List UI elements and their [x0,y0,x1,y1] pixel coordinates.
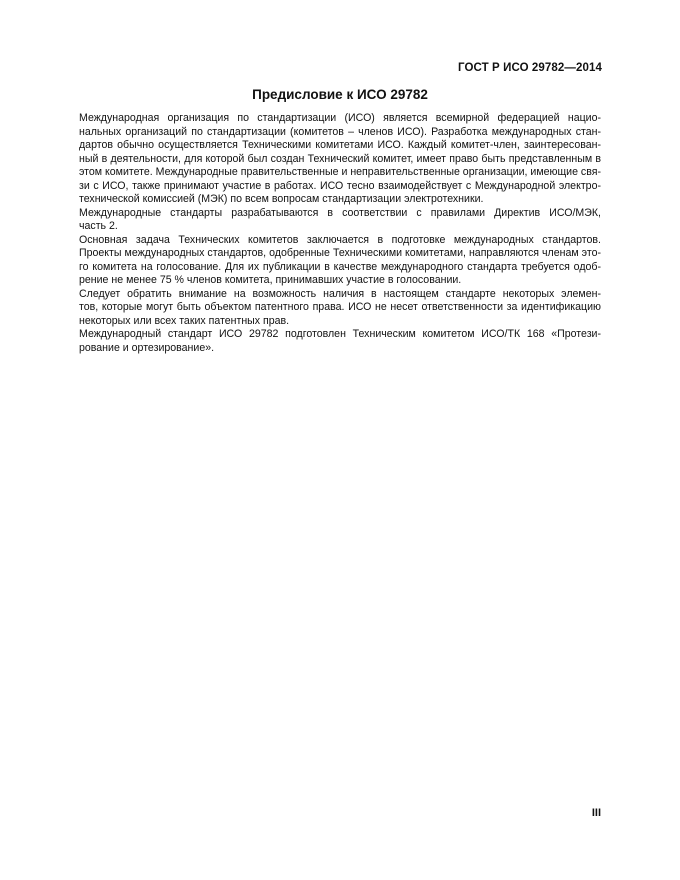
paragraph-directives [60,207,601,234]
text-line: некоторых или всех таких патентных прав. [79,314,290,327]
text-line: дартов обычно осуществляется Техническими комитетами ИСО. Каждый комитет-член, заинтересован- [79,139,601,151]
text-line: Основная задача Технических комитетов заключается в подготовке международных стандартов. [79,233,601,246]
page-number: III [591,807,601,819]
text-line: ный в деятельности, для которой был создан Технический комитет, имеет право быть представленным в [79,152,601,165]
text-line: Международная организация по стандартизации (ИСО) является всемирной федерацией нацио- [79,112,601,124]
text-line: тов, которые могут быть объектом патентного права. ИСО не несет ответственности за идентификацию [79,301,601,313]
text-line: зи с ИСО, также принимают участие в работах. ИСО тесно взаимодействует с Международной электро- [79,179,601,192]
page-title: Предисловие к ИСО 29782 [252,87,428,102]
text-line: го комитета на голосование. Для их публикации в качестве международного стандарта требуется одоб- [79,260,601,273]
text-line: технической комиссией (МЭК) по всем вопросам стандартизации электротехники. [79,193,484,205]
paragraph-prepared-by [60,328,601,355]
text-line: нальных организаций по стандартизации (комитетов – членов ИСО). Разработка международных стан- [79,125,601,138]
body-text [60,112,601,355]
text-line: часть 2. [79,220,118,232]
paragraph-main-task [60,234,601,288]
text-line: Проекты международных стандартов, одобренные Техническими комитетами, направляются членам это- [79,247,601,259]
text-line: Следует обратить внимание на возможность наличия в настоящем стандарте некоторых элемен- [79,287,601,300]
text-line: Международный стандарт ИСО 29782 подготовлен Техническим комитетом ИСО/ТК 168 «Протези- [79,328,601,340]
text-line: рование и ортезирование». [79,341,215,354]
paragraph-patent-rights [60,288,601,329]
text-line: Международные стандарты разрабатываются в соответствии с правилами Директив ИСО/МЭК, [79,206,601,219]
paragraph-iso-organization [60,112,601,207]
document-code: ГОСТ Р ИСО 29782—2014 [457,62,602,74]
text-line: этом комитете. Международные правительственные и неправительственные организации, имеющие свя- [79,166,601,178]
text-line: рение не менее 75 % членов комитета, принимавших участие в голосовании. [79,274,462,286]
